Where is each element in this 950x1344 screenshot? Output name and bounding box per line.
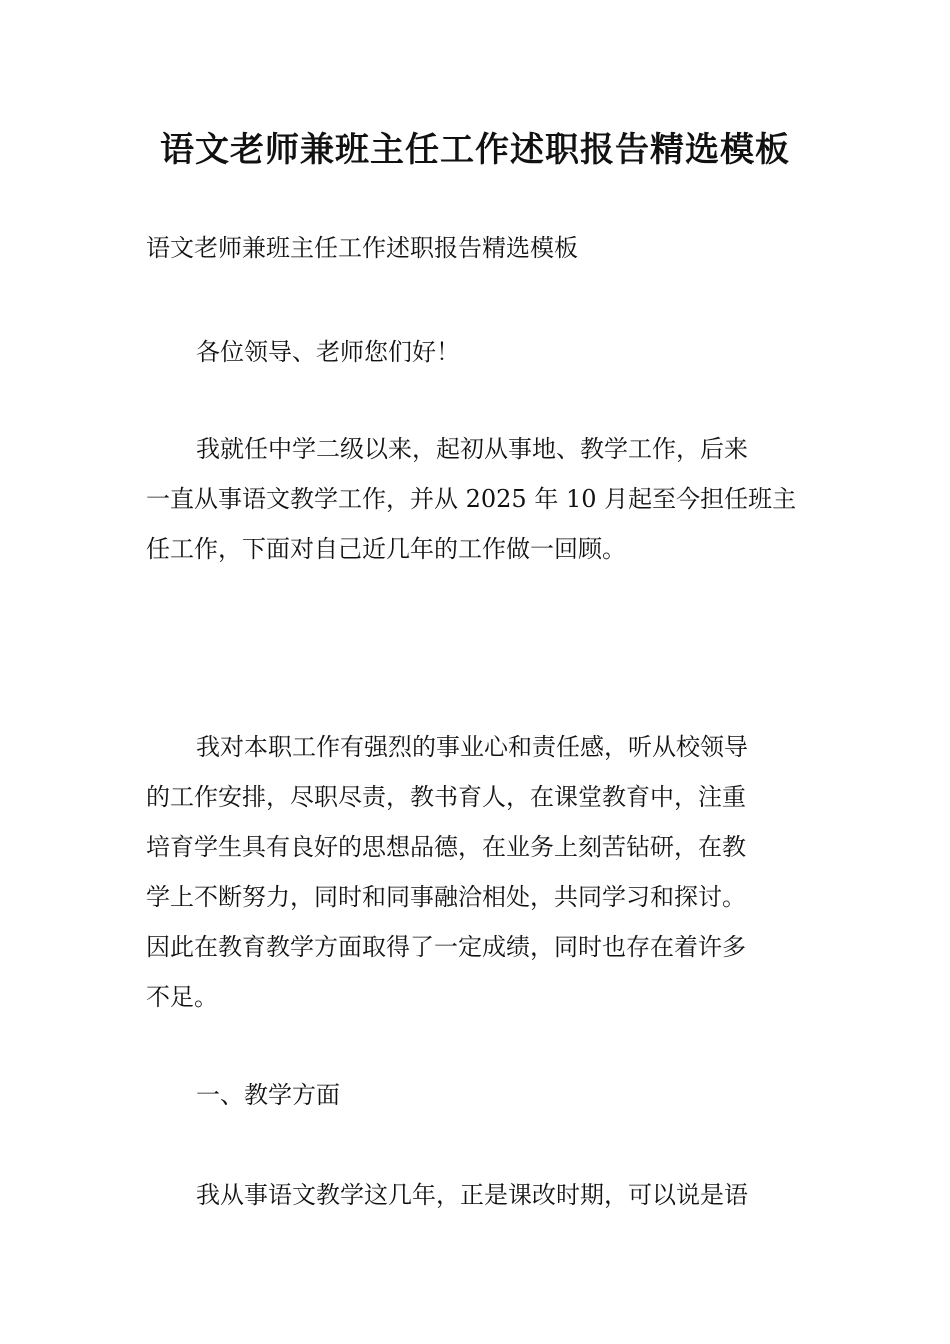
paragraph-2-line-6: 不足。: [146, 983, 218, 1011]
paragraph-1-line-1: 我就任中学二级以来，起初从事地、教学工作，后来: [196, 435, 748, 463]
paragraph-2-line-3: 培育学生具有良好的思想品德，在业务上刻苦钻研，在教: [146, 833, 746, 861]
document-subtitle: 语文老师兼班主任工作述职报告精选模板: [146, 234, 578, 262]
paragraph-2-line-2: 的工作安排，尽职尽责，教书育人，在课堂教育中，注重: [146, 783, 746, 811]
paragraph-2-line-4: 学上不断努力，同时和同事融洽相处，共同学习和探讨。: [146, 883, 746, 911]
paragraph-1-line-3: 任工作，下面对自己近几年的工作做一回顾。: [146, 535, 626, 563]
paragraph-3-line-1: 我从事语文教学这几年，正是课改时期，可以说是语: [196, 1181, 748, 1209]
section-heading-teaching: 一、教学方面: [196, 1081, 340, 1109]
paragraph-2-line-1: 我对本职工作有强烈的事业心和责任感，听从校领导: [196, 733, 748, 761]
greeting-line: 各位领导、老师您们好！: [196, 338, 460, 366]
paragraph-1-line-2: 一直从事语文教学工作，并从 2025 年 10 月起至今担任班主: [146, 485, 797, 513]
document-title: 语文老师兼班主任工作述职报告精选模板: [160, 130, 790, 170]
paragraph-2-line-5: 因此在教育教学方面取得了一定成绩，同时也存在着许多: [146, 933, 746, 961]
